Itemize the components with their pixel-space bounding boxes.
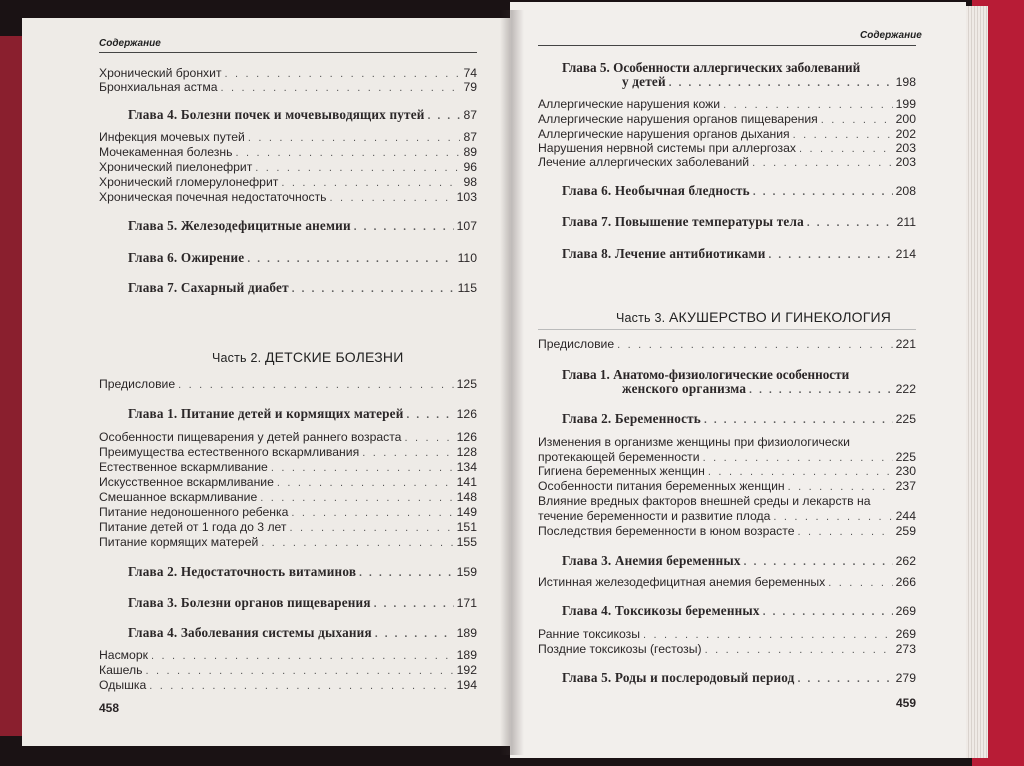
right-header-rule [538,45,916,46]
left-header-rule [99,52,477,53]
toc-entry: Смешанное вскармливание . . . 148 [99,490,477,505]
toc-entry: Хронический пиелонефрит . . . 96 [99,160,477,175]
toc-entry: течение беременности и развитие плода . . . 244 [538,509,916,524]
toc-chapter-line: Глава 1. Анатомо-физиологические особенности [562,367,850,382]
toc-entry: Хронический бронхит . . . 74 [99,66,477,81]
toc-chapter: женского организма . . . 222 [622,382,916,397]
left-page-number: 458 [99,701,120,715]
toc-chapter: Глава 5. Железодефицитные анемии . . . 107 [128,219,477,234]
toc-entry: Искусственное вскармливание . . . 141 [99,475,477,490]
toc-chapter: Глава 3. Болезни органов пищеварения . . . 171 [128,596,477,611]
toc-entry: Поздние токсикозы (гестозы) . . . 273 [538,642,916,657]
right-running-header: Содержание [860,30,922,41]
part-divider [538,329,916,330]
toc-chapter: Глава 7. Повышение температуры тела . . . 211 [562,215,916,230]
toc-entry: Нарушения нервной системы при аллергозах . . . 203 [538,141,916,156]
toc-chapter: Глава 5. Роды и послеродовый период . . . 279 [562,671,916,686]
toc-chapter: Глава 8. Лечение антибиотиками . . . 214 [562,247,916,262]
toc-entry: Хроническая почечная недостаточность . . . 103 [99,190,477,205]
toc-chapter: Глава 4. Заболевания системы дыхания . . . 189 [128,626,477,641]
toc-entry: Аллергические нарушения органов пищеварения . . . 200 [538,112,916,127]
toc-entry: Предисловие . . . 221 [538,337,916,352]
toc-entry: Гигиена беременных женщин . . . 230 [538,464,916,479]
toc-entry: Аллергические нарушения кожи . . . 199 [538,97,916,112]
toc-entry: Ранние токсикозы . . . 269 [538,627,916,642]
toc-entry: Особенности пищеварения у детей раннего возраста . . . 126 [99,430,477,445]
toc-chapter: Глава 2. Беременность . . . 225 [562,412,916,427]
toc-entry: Одышка . . . 194 [99,678,477,693]
toc-entry: Последствия беременности в юном возрасте . . . 259 [538,524,916,539]
toc-entry: Питание кормящих матерей . . . 155 [99,535,477,550]
toc-entry: Лечение аллергических заболеваний . . . 203 [538,155,916,170]
book-gutter [500,10,524,755]
toc-entry: Предисловие . . . 125 [99,377,477,392]
toc-entry: Кашель . . . 192 [99,663,477,678]
toc-entry: Преимущества естественного вскармливания . . . 128 [99,445,477,460]
toc-entry: Питание недоношенного ребенка . . . 149 [99,505,477,520]
toc-chapter-line: Глава 5. Особенности аллергических заболеваний [562,60,861,75]
toc-entry-line: Влияние вредных факторов внешней среды и лекарств на [538,494,871,508]
toc-entry: Насморк . . . 189 [99,648,477,663]
toc-entry: протекающей беременности . . . 225 [538,450,916,465]
toc-entry: Инфекция мочевых путей . . . 87 [99,130,477,145]
toc-chapter: Глава 4. Токсикозы беременных . . . 269 [562,604,916,619]
toc-chapter: Глава 3. Анемия беременных . . . 262 [562,554,916,569]
toc-entry: Мочекаменная болезнь . . . 89 [99,145,477,160]
toc-entry: Естественное вскармливание . . . 134 [99,460,477,475]
toc-chapter: Глава 4. Болезни почек и мочевыводящих путей . . . 87 [128,108,477,123]
left-running-header: Содержание [99,38,161,49]
toc-chapter: у детей . . . 198 [622,75,916,90]
toc-entry-line: Изменения в организме женщины при физиологически [538,435,850,449]
toc-entry: Бронхиальная астма . . . 79 [99,80,477,95]
toc-entry: Питание детей от 1 года до 3 лет . . . 151 [99,520,477,535]
toc-entry: Истинная железодефицитная анемия беременных . . . 266 [538,575,916,590]
right-page-number: 459 [896,696,917,710]
toc-entry: Аллергические нарушения органов дыхания . . . 202 [538,127,916,142]
toc-chapter: Глава 6. Необычная бледность . . . 208 [562,184,916,199]
toc-chapter: Глава 1. Питание детей и кормящих матерей . . . 126 [128,407,477,422]
toc-entry: Хронический гломерулонефрит . . . 98 [99,175,477,190]
part-heading: Часть 2. ДЕТСКИЕ БОЛЕЗНИ [212,349,404,365]
toc-entry: Особенности питания беременных женщин . . . 237 [538,479,916,494]
toc-chapter: Глава 7. Сахарный диабет . . . 115 [128,281,477,296]
toc-chapter: Глава 6. Ожирение . . . 110 [128,251,477,266]
toc-chapter: Глава 2. Недостаточность витаминов . . . 159 [128,565,477,580]
part-heading: Часть 3. АКУШЕРСТВО И ГИНЕКОЛОГИЯ [616,309,892,325]
